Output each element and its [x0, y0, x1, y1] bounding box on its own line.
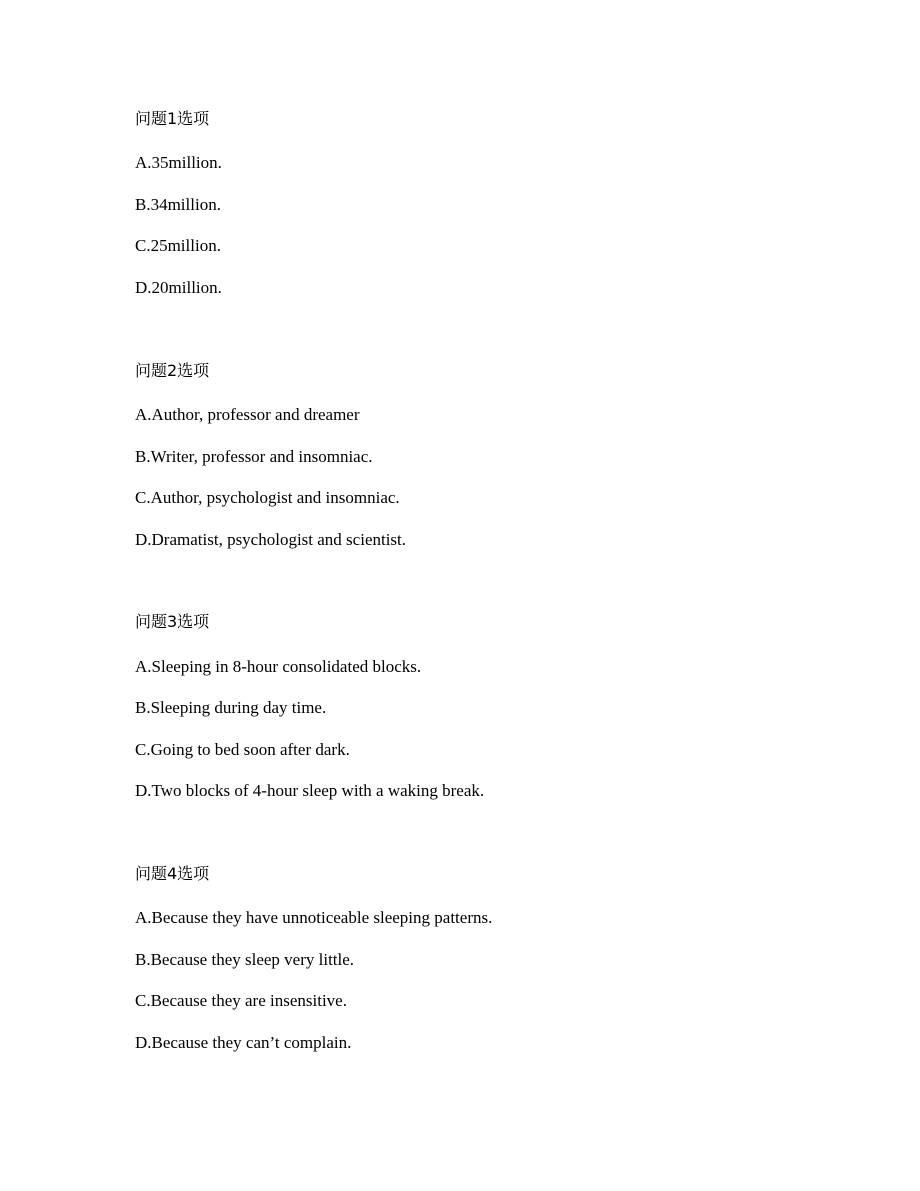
question-4-option-a: A.Because they have unnoticeable sleeping patterns. [135, 908, 493, 927]
question-2-option-b: B.Writer, professor and insomniac. [135, 447, 373, 466]
question-4-heading: 问题4选项 [135, 864, 210, 883]
question-1-option-d: D.20million. [135, 278, 222, 297]
question-1-option-a: A.35million. [135, 153, 222, 172]
question-4-option-c: C.Because they are insensitive. [135, 991, 347, 1010]
question-3-option-b: B.Sleeping during day time. [135, 698, 327, 717]
question-1-option-c: C.25million. [135, 236, 221, 255]
question-2-option-a: A.Author, professor and dreamer [135, 405, 360, 424]
question-3-option-c: C.Going to bed soon after dark. [135, 740, 350, 759]
question-2-heading: 问题2选项 [135, 361, 210, 380]
question-4-option-b: B.Because they sleep very little. [135, 950, 355, 969]
question-2-option-d: D.Dramatist, psychologist and scientist. [135, 530, 407, 549]
question-4-option-d: D.Because they can’t complain. [135, 1033, 352, 1052]
question-3-option-d: D.Two blocks of 4-hour sleep with a waking break. [135, 781, 485, 800]
question-1-option-b: B.34million. [135, 195, 221, 214]
question-2-option-c: C.Author, psychologist and insomniac. [135, 488, 400, 507]
question-3-option-a: A.Sleeping in 8-hour consolidated blocks. [135, 657, 422, 676]
question-1-heading: 问题1选项 [135, 109, 210, 128]
question-3-heading: 问题3选项 [135, 612, 210, 631]
